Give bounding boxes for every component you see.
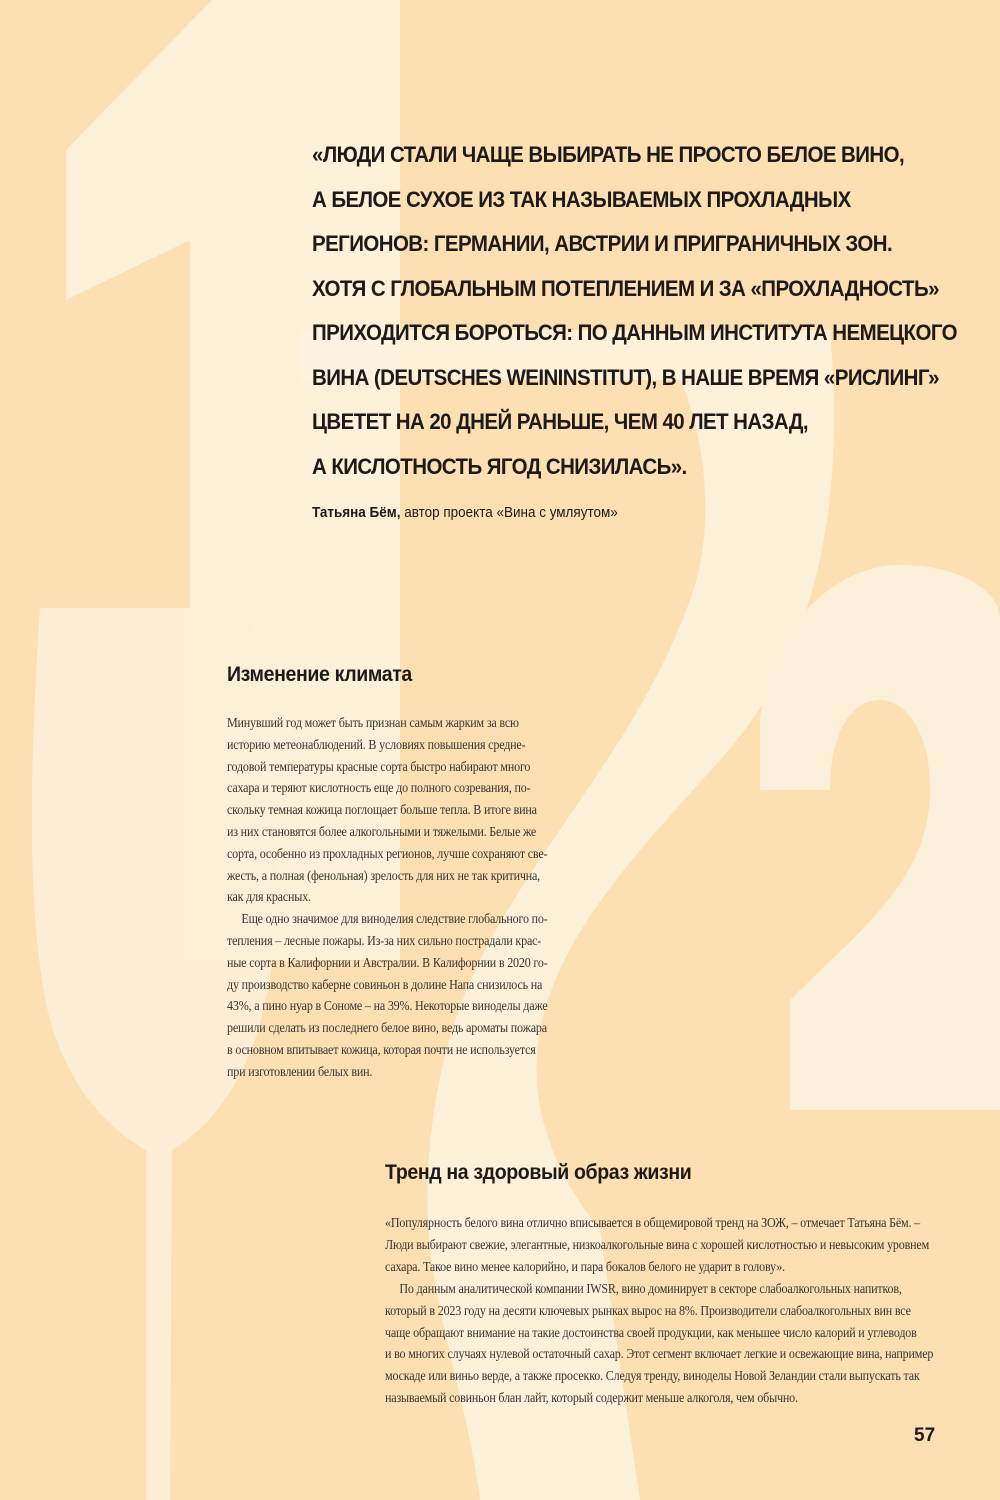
pull-quote-line: ЦВЕТЕТ НА 20 ДНЕЙ РАНЬШЕ, ЧЕМ 40 ЛЕТ НАЗАД, [312,409,808,434]
pull-quote-line: ХОТЯ С ГЛОБАЛЬНЫМ ПОТЕПЛЕНИЕМ И ЗА «ПРОХЛАДНОСТЬ» [312,275,939,301]
body-line: из них становятся более алкогольными и тяжелыми. Белые же [227,823,537,839]
body-line: который в 2023 году на десяти ключевых рынках вырос на 8%. Производители слабоалкогольных вин все [385,1302,911,1318]
health-section-body [385,1212,933,1409]
body-line: По данным аналитической компании IWSR, вино доминирует в секторе слабоалкогольных напитков, [399,1280,902,1296]
body-line: 43%, а пино нуар в Сономе – на 39%. Некоторые виноделы даже [227,998,548,1014]
pull-quote-line: РЕГИОНОВ: ГЕРМАНИИ, АВСТРИИ И ПРИГРАНИЧНЫХ ЗОН. [312,231,893,256]
body-line: решили сделать из последнего белое вино, ведь ароматы пожара [227,1020,547,1036]
climate-section-heading: Изменение климата [227,663,412,686]
body-line: Минувший год может быть признан самым жарким за всю [227,715,519,730]
body-line: сорта, особенно из прохладных регионов, лучше сохраняют све- [227,845,548,861]
pull-quote-line: А БЕЛОЕ СУХОЕ ИЗ ТАК НАЗЫВАЕМЫХ ПРОХЛАДНЫХ [312,186,851,212]
climate-section-body [227,712,548,1083]
body-line: называемый совиньон блан лайт, который содержит меньше алкоголя, чем обычно. [385,1390,798,1406]
body-line: скольку темная кожица поглощает больше тепла. В итоге вина [227,802,537,818]
pull-quote-line: «ЛЮДИ СТАЛИ ЧАЩЕ ВЫБИРАТЬ НЕ ПРОСТО БЕЛОЕ ВИНО, [312,142,905,167]
body-line: историю метеонаблюдений. В условиях повышения средне- [227,736,526,752]
body-line: и во многих случаях нулевой остаточный сахар. Этот сегмент включает легкие и освежающие вина, например [385,1346,934,1362]
body-line: годовой температуры красные сорта быстро набирают много [227,758,531,774]
body-line: ные сорта в Калифорнии и Австралии. В Калифорнии в 2020 го- [227,954,548,970]
body-line: жесть, а полная (фенольная) зрелость для них не так критична, [227,867,540,883]
pull-quote-line: ВИНА (DEUTSCHES WEININSTITUT), В НАШЕ ВРЕМЯ «РИСЛИНГ» [312,364,939,390]
quote-attribution [312,505,618,521]
body-line: «Популярность белого вина отлично вписывается в общемировой тренд на ЗОЖ, – отмечает Татьяна Бём. – [385,1215,921,1230]
quote-author-name: Татьяна Бём, [312,505,401,521]
body-line: при изготовлении белых вин. [227,1063,373,1079]
body-line: в основном впитывает кожица, которая почти не используется [227,1041,536,1057]
body-line: Еще одно значимое для виноделия следствие глобального по- [241,911,548,927]
body-line: сахара. Такое вино менее калорийно, и пара бокалов белого не ударит в голову». [385,1258,785,1274]
pull-quote-line: А КИСЛОТНОСТЬ ЯГОД СНИЗИЛАСЬ». [312,453,687,479]
quote-author-role: автор проекта «Вина с умляутом» [400,505,618,521]
page-number: 57 [914,1425,936,1446]
body-line: москаде или виньо верде, а также просекко. Следуя тренду, виноделы Новой Зеландии стали выпускать так [385,1368,920,1384]
health-section-heading: Тренд на здоровый образ жизни [385,1161,692,1184]
body-line: как для красных. [227,889,311,905]
body-line: чаще обращают внимание на такие достоинства своей продукции, как меньшее число калорий и углеводов [385,1324,917,1340]
pull-quote-line: ПРИХОДИТСЯ БОРОТЬСЯ: ПО ДАННЫМ ИНСТИТУТА НЕМЕЦКОГО [312,320,957,345]
body-line: сахара и теряют кислотность еще до полного созревания, по- [227,780,531,796]
body-line: ду производство каберне совиньон в долине Напа снизилось на [227,976,543,992]
pull-quote [312,133,957,489]
body-line: тепления – лесные пожары. Из-за них сильно пострадали крас- [227,932,542,948]
body-line: Люди выбирают свежие, элегантные, низкоалкогольные вина с хорошей кислотностью и невысоким уровнем [385,1236,930,1252]
